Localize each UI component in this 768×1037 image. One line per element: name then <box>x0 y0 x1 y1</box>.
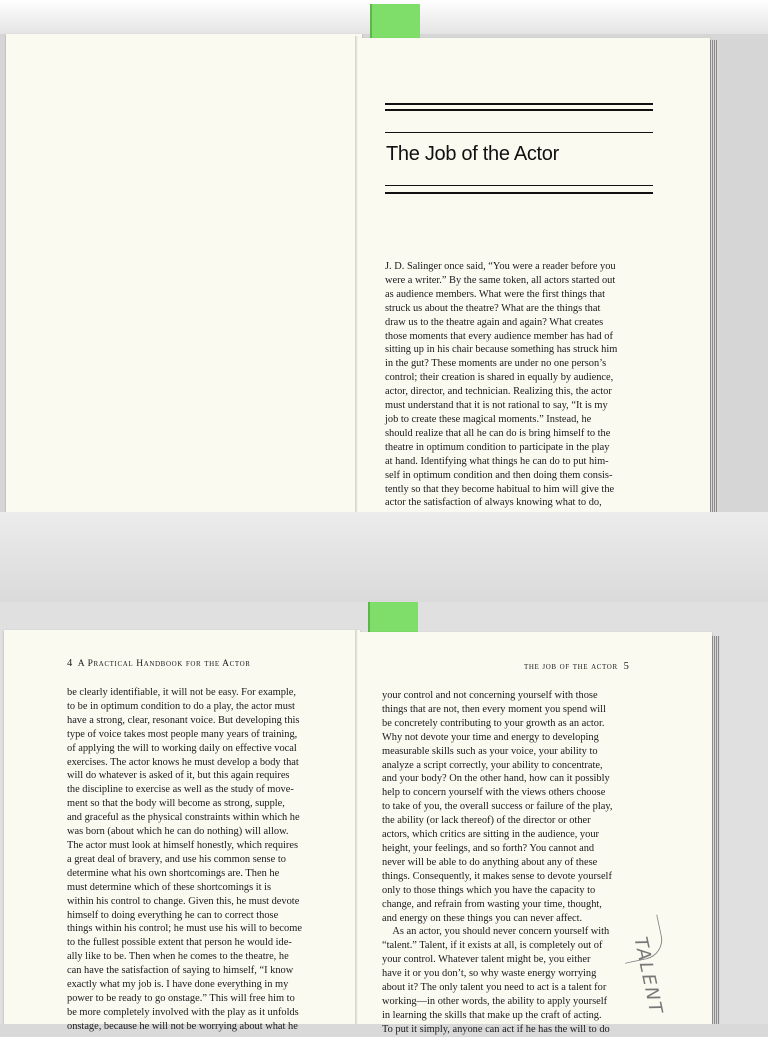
opening-paragraph-line: sitting up in his chair because something has struck him <box>385 344 618 356</box>
page-4-text-line: power to be ready to go onstage.” This will free him to <box>67 992 295 1004</box>
page-5-text-line: things. Consequently, it makes sense to devote yourself <box>382 870 612 882</box>
page-5-text-line: to take of you, the overall success or failure of the play, <box>382 801 613 813</box>
page-4-text-line: have a strong, clear, resonant voice. But developing this <box>67 714 300 726</box>
page-5-text-line: actors, which critics are sitting in the audience, your <box>382 829 599 841</box>
page-5-text-line: the ability (or lack thereof) of the director or other <box>382 815 591 827</box>
opening-paragraph-line: theatre in optimum condition to participate in the play <box>385 441 610 453</box>
page-5-text-line: only to those things which you have the capacity to <box>382 884 596 896</box>
page-edges <box>712 636 720 1024</box>
page-5-text-line: your control. Whatever talent might be, you either <box>382 954 591 966</box>
page-4-text-line: of applying the will to working daily on effective vocal <box>67 742 297 754</box>
page-5-text-line: and your body? On the other hand, how can it possibly <box>382 773 610 785</box>
opening-paragraph <box>385 260 653 538</box>
page-5-text-line: analyze a script correctly, your ability to concentrate, <box>382 759 603 771</box>
opening-paragraph-line: those moments that every audience member has had of <box>385 330 613 342</box>
page-4-text-line: The actor must look at himself honestly, which requires <box>67 839 299 851</box>
page-5-text-line: be concretely contributing to your growth as an actor. <box>382 717 605 729</box>
opening-paragraph-line: must understand that it is not rational to say, “It is my <box>385 400 608 412</box>
chapter-title: The Job of the Actor <box>386 143 559 165</box>
page-4-text-line: a great deal of bravery, and use his common sense to <box>67 853 286 865</box>
page-4-text-line: ally like to be. Then when he comes to the theatre, he <box>67 951 289 963</box>
page-4-text-line: to the fullest possible extent that person he would ide- <box>67 937 292 949</box>
page-5-text-line: change, and refrain from wasting your time, thought, <box>382 898 602 910</box>
page-5-text-line: As an actor, you should never concern yourself with <box>382 926 610 938</box>
right-running-header <box>524 661 629 672</box>
page-4-text-line: exercises. The actor knows he must develop a body that <box>67 756 299 768</box>
page-4-text-line: type of voice takes most people many years of training, <box>67 728 298 740</box>
page-4-text-line: be more completely involved with the play as it unfolds <box>67 1006 299 1018</box>
page-5-text-line: your control and not concerning yourself with those <box>382 690 598 701</box>
page-5-text-line: measurable skills such as your voice, your ability to <box>382 745 598 757</box>
running-title-left: A Practical Handbook for the Actor <box>77 659 251 669</box>
page-4-text-line: ment so that the body will become as strong, supple, <box>67 798 285 810</box>
page-4-text-line: be clearly identifiable, it will not be easy. For example, <box>67 687 296 698</box>
page-5-text-line: things that are not, then every moment you spend will <box>382 703 606 715</box>
page-5-text-line: height, your feelings, and so forth? You cannot and <box>382 842 595 854</box>
page-4-text-line: onstage, because he will not be worrying about what he <box>67 1020 298 1032</box>
page-5-text-line: have it or you don’t, so why waste energy worrying <box>382 968 597 980</box>
opening-paragraph-line: draw us to the theatre again and again? What creates <box>385 316 604 328</box>
page-5-text-line: in learning the skills that make up the craft of acting. <box>382 1009 602 1021</box>
page-4-text-line: will do whatever is asked of it, but this again requires <box>67 770 290 782</box>
opening-paragraph-line: job to create these magical moments.” Instead, he <box>385 413 592 425</box>
left-running-header <box>67 658 251 669</box>
page-4-text-line: determine what his own shortcomings are. Then he <box>67 867 280 879</box>
book-gutter <box>355 630 358 1024</box>
page-5-text-line: Why not devote your time and energy to developing <box>382 731 599 743</box>
page-4-text-line: can have the satisfaction of saying to himself, “I know <box>67 965 294 977</box>
page-4-text <box>67 686 337 1034</box>
title-rule-thick-bottom <box>385 192 653 194</box>
page-4-text-line: was born (about which he can do nothing) will allow. <box>67 826 289 838</box>
title-rule-thick-top-2 <box>385 109 653 111</box>
page-5-text-line: and energy on these things you can never affect. <box>382 912 583 924</box>
blank-left-page <box>6 34 362 512</box>
title-rule-thick-top <box>385 103 653 105</box>
page-5-text-line: never will be able to do anything about any of these <box>382 856 598 868</box>
page-5-text-line: about it? The only talent you need to act is a talent for <box>382 982 607 994</box>
opening-paragraph-line: J. D. Salinger once said, “You were a reader before you <box>385 261 616 272</box>
opening-paragraph-line: control; their creation is shared in equally by audience, <box>385 372 614 384</box>
page-4-text-line: must determine which of these shortcomings it is <box>67 881 272 893</box>
page-5-text-line: help to concern yourself with the views others choose <box>382 787 606 799</box>
page-5-text-line: working—in other words, the ability to apply yourself <box>382 995 608 1007</box>
opening-paragraph-line: actor, director, and technician. Realizing this, the actor <box>385 386 612 398</box>
scanner-edge <box>0 512 768 602</box>
title-rule-thin-bottom <box>385 185 653 186</box>
opening-paragraph-line: actor the satisfaction of always knowing what to do, <box>385 497 602 509</box>
opening-paragraph-line: struck us about the theatre? What are the things that <box>385 302 601 314</box>
opening-paragraph-line: at hand. Identifying what things he can do to put him- <box>385 455 609 467</box>
page-4-text-line: and graceful as the physical constraints within which he <box>67 812 300 824</box>
page-5-text-line: “talent.” Talent, if it exists at all, is completely out of <box>382 940 603 952</box>
opening-paragraph-line: in the gut? These moments are under no one person’s <box>385 358 607 370</box>
page-4-text-line: the discipline to exercise as well as the study of move- <box>67 784 294 796</box>
page-4-text-line: to be in optimum condition to do a play, the actor must <box>67 700 295 712</box>
page-5-text-line: To put it simply, anyone can act if he has the will to do <box>382 1023 610 1035</box>
title-rule-thin-top <box>385 132 653 133</box>
page-number-right: 5 <box>623 661 629 672</box>
page-4-text-line: things within his control; he must use his will to become <box>67 923 302 935</box>
page-edges <box>710 40 718 512</box>
opening-paragraph-line: should realize that all he can do is bring himself to the <box>385 427 611 439</box>
page-4-text-line: within his control to change. Given this, he must devote <box>67 895 300 907</box>
opening-paragraph-line: were a writer.” By the same token, all actors started out <box>385 274 616 286</box>
book-gutter <box>355 36 358 512</box>
running-title-right: the job of the actor <box>524 662 618 672</box>
opening-paragraph-line: tently so that they become habitual to him will give the <box>385 483 615 495</box>
opening-paragraph-line: self in optimum condition and then doing them consis- <box>385 469 613 481</box>
opening-paragraph-line: as audience members. What were the first things that <box>385 288 605 300</box>
page-number-left: 4 <box>67 658 73 669</box>
bookmark-flag <box>370 4 420 38</box>
handwritten-margin-note: TALENT <box>629 935 667 1018</box>
page-4-text-line: exactly what my job is. I have done everything in my <box>67 979 289 991</box>
page-4-text-line: himself to doing everything he can to correct those <box>67 909 279 921</box>
